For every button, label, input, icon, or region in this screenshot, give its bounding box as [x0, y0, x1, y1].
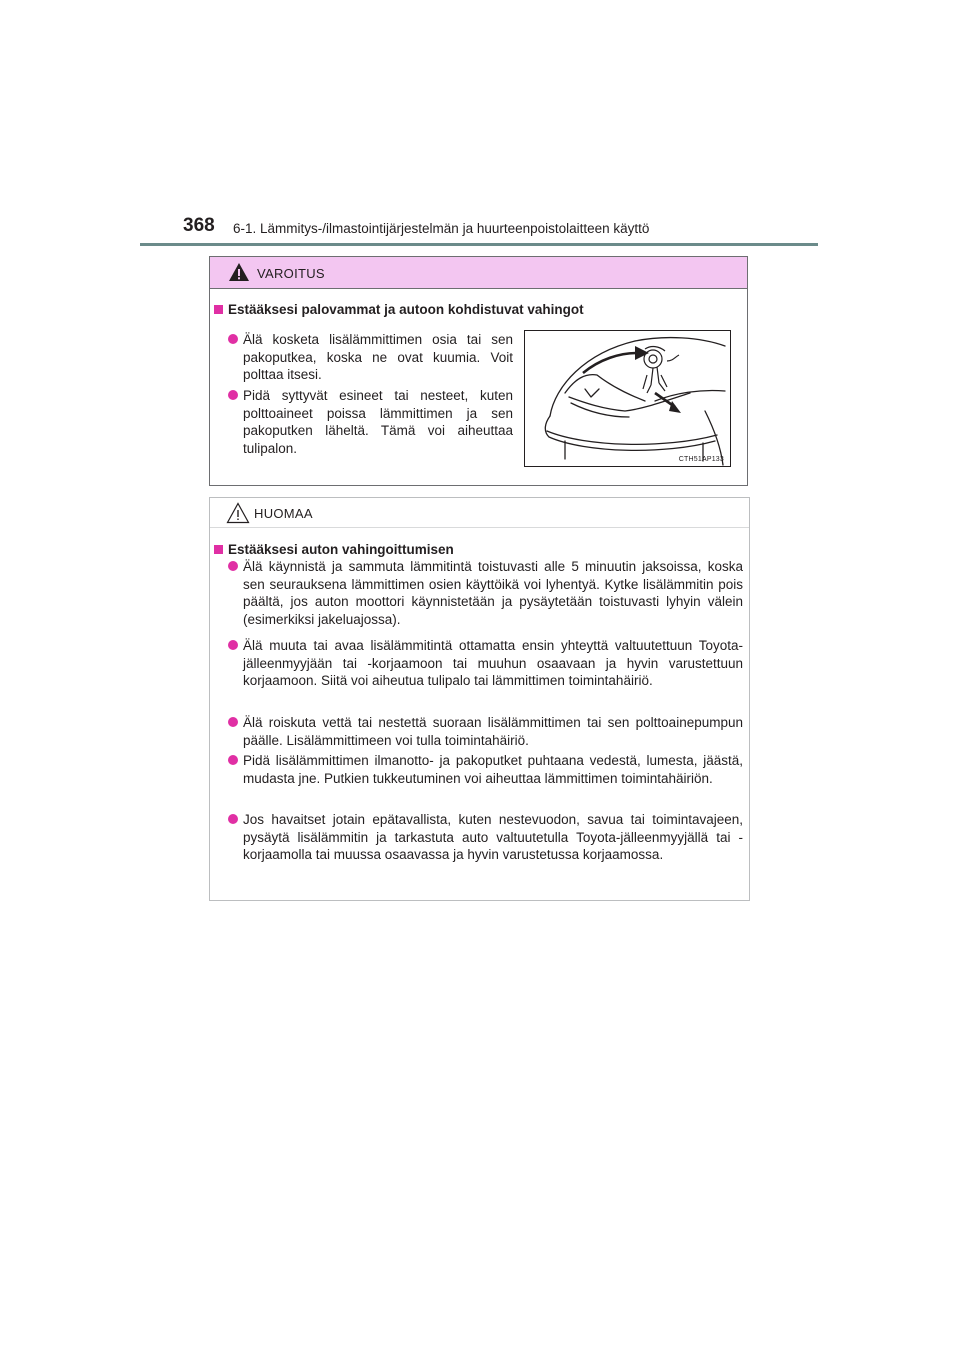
warning-header	[210, 257, 747, 289]
car-front-illustration	[525, 331, 730, 466]
page-header-title: 6-1. Lämmitys-/ilmastointijärjestelmän ja huurteenpoistolaitteen käyttö	[233, 221, 650, 236]
heater-illustration	[524, 330, 731, 467]
page-number: 368	[183, 215, 215, 236]
caution-triangle-icon	[226, 502, 250, 524]
notice-item: Älä muuta tai avaa lisälämmitintä ottamatta ensin yhteyttä valtuutettuun Toyota-jälleenmyyjään tai -korjaamoon tai muuhun osaavaan ja hyvin varustettuun korjaamoon. Siitä voi aiheutua tulipalo tai lämmittimen toimintahäiriö.	[243, 637, 743, 690]
notice-section-title: Estääksesi auton vahingoittumisen	[214, 543, 454, 557]
section-square-icon	[214, 305, 223, 314]
bullet-icon	[228, 561, 238, 571]
header-rule	[140, 243, 818, 246]
bullet-icon	[228, 640, 238, 650]
bullet-icon	[228, 390, 238, 400]
bullet-icon	[228, 334, 238, 344]
notice-header	[210, 498, 749, 528]
notice-item: Älä käynnistä ja sammuta lämmitintä toistuvasti alle 5 minuutin jaksoissa, koska sen seurauksena lämmittimen osien käyttöikä voi lyhentyä. Kytke lisälämmitin pois päältä, jos auton moottori käynnistetään ja pysäytetään toistuvasti lyhyin välein (esimerkiksi jakeluajossa).	[243, 558, 743, 628]
notice-label: HUOMAA	[254, 506, 313, 521]
section-square-icon	[214, 545, 223, 554]
warning-label: VAROITUS	[257, 266, 325, 281]
bullet-icon	[228, 717, 238, 727]
warning-section-title: Estääksesi palovammat ja autoon kohdistuvat vahingot	[214, 303, 584, 317]
notice-item: Jos havaitset jotain epätavallista, kuten nestevuodon, savua tai toimintavajeen, pysäytä lisälämmitin ja tarkastuta auto valtuutetulla Toyota-jälleenmyyjällä tai -korjaamolla tai muussa osaavassa ja hyvin varustetussa korjaamossa.	[243, 811, 743, 864]
warning-item: Älä kosketa lisälämmittimen osia tai sen pakoputkea, koska ne ovat kuumia. Voit polttaa itsesi.	[243, 331, 513, 384]
warning-triangle-icon	[228, 262, 250, 282]
figure-caption: CTH51AP133	[678, 456, 724, 463]
notice-item: Älä roiskuta vettä tai nestettä suoraan lisälämmittimen tai sen polttoainepumpun päälle. Lisälämmittimeen voi tulla toimintahäiriö.	[243, 714, 743, 749]
bullet-icon	[228, 814, 238, 824]
warning-item: Pidä syttyvät esineet tai nesteet, kuten polttoaineet poissa lämmittimen ja sen pakoputken läheltä. Tämä voi aiheuttaa tulipalon.	[243, 387, 513, 457]
notice-item: Pidä lisälämmittimen ilmanotto- ja pakoputket puhtaana vedestä, lumesta, jäästä, mudasta jne. Putkien tukkeutuminen voi aiheuttaa lämmittimen toimintahäiriön.	[243, 752, 743, 787]
bullet-icon	[228, 755, 238, 765]
